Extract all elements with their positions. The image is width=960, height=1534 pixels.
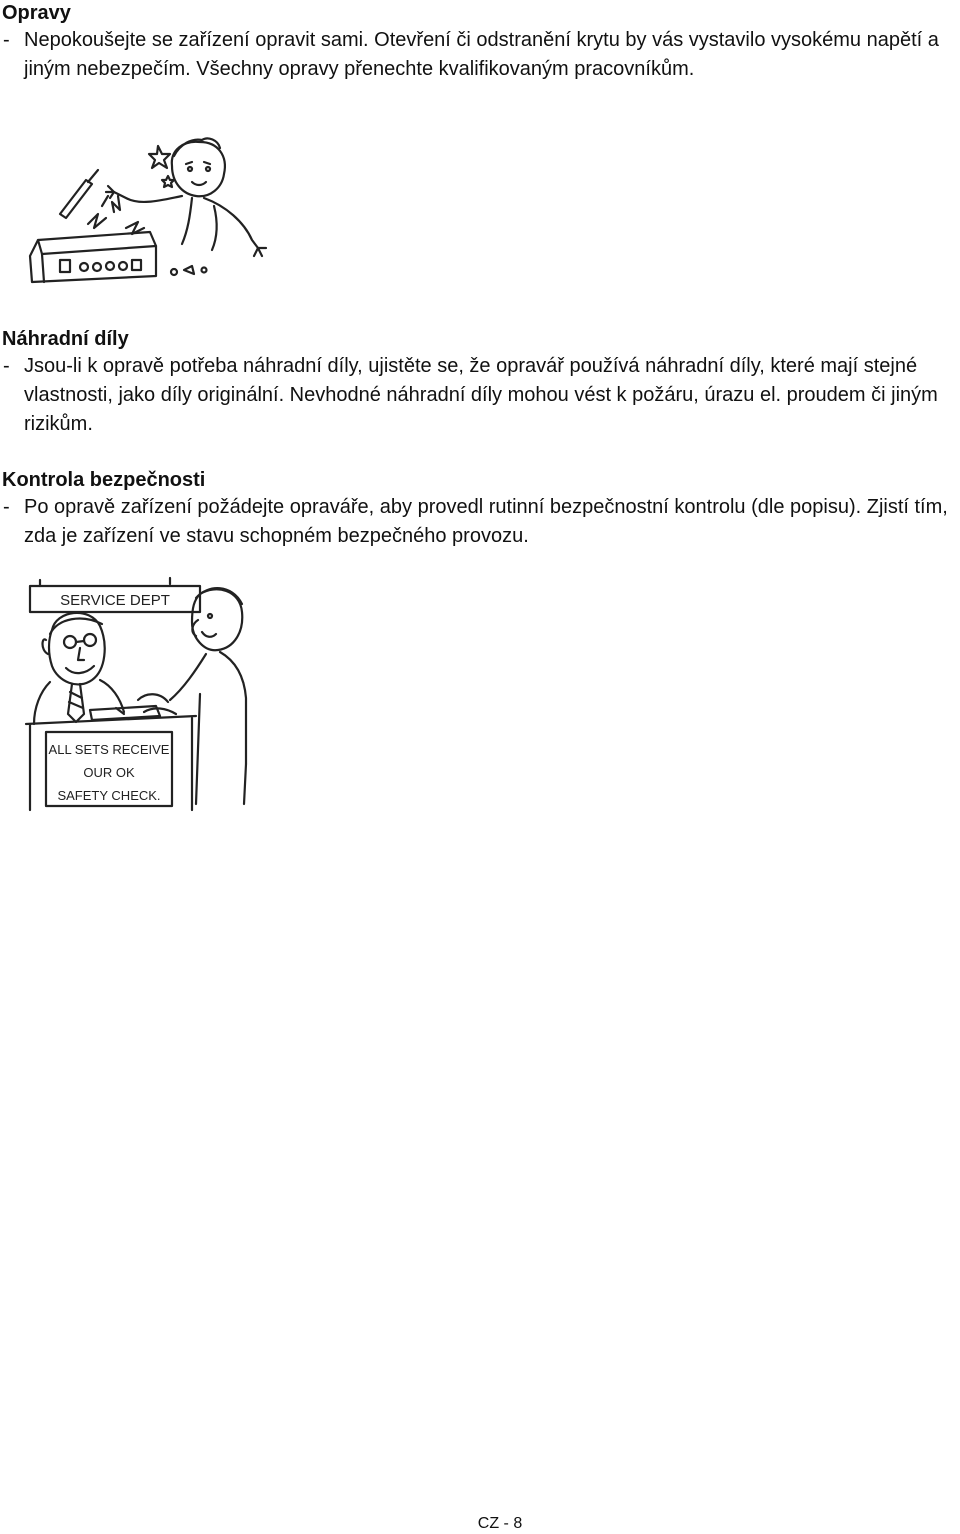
safety-check-item <box>0 493 960 551</box>
counter-sign-line-1: ALL SETS RECEIVE <box>48 742 170 757</box>
section-repairs <box>0 0 960 84</box>
electric-shock-illustration <box>22 136 272 286</box>
bullet-dash: - <box>3 355 10 377</box>
heading-repairs: Opravy <box>2 2 71 24</box>
service-dept-illustration <box>20 574 260 814</box>
service-sign-text: SERVICE DEPT <box>60 592 170 609</box>
replacement-parts-text: Jsou-li k opravě potřeba náhradní díly, ujistěte se, že opravář používá náhradní díly, které mají stejné vlastnosti, jako díly originální. Nevhodné náhradní díly mohou vést k požáru, úrazu el. proudem či jiným rizikům. <box>24 355 938 435</box>
repairs-text: Nepokoušejte se zařízení opravit sami. Otevření či odstranění krytu by vás vystavilo vysokému napětí a jiným nebezpečím. Všechny opravy přenechte kvalifikovaným pracovníkům. <box>24 29 939 80</box>
replacement-parts-item <box>0 352 960 439</box>
bullet-dash: - <box>3 496 10 518</box>
bullet-dash: - <box>3 29 10 51</box>
counter-sign-line-2: OUR OK <box>83 765 135 780</box>
section-safety-check <box>0 467 960 551</box>
section-replacement-parts <box>0 326 960 439</box>
heading-replacement-parts: Náhradní díly <box>2 328 129 350</box>
heading-safety-check: Kontrola bezpečnosti <box>2 469 206 491</box>
page-number: CZ - 8 <box>477 1515 523 1532</box>
repairs-item <box>0 26 960 84</box>
counter-sign-line-3: SAFETY CHECK. <box>57 788 161 803</box>
safety-check-text: Po opravě zařízení požádejte opraváře, aby provedl rutinní bezpečnostní kontrolu (dle popisu). Zjistí tím, zda je zařízení ve stavu schopném bezpečného provozu. <box>24 496 948 547</box>
